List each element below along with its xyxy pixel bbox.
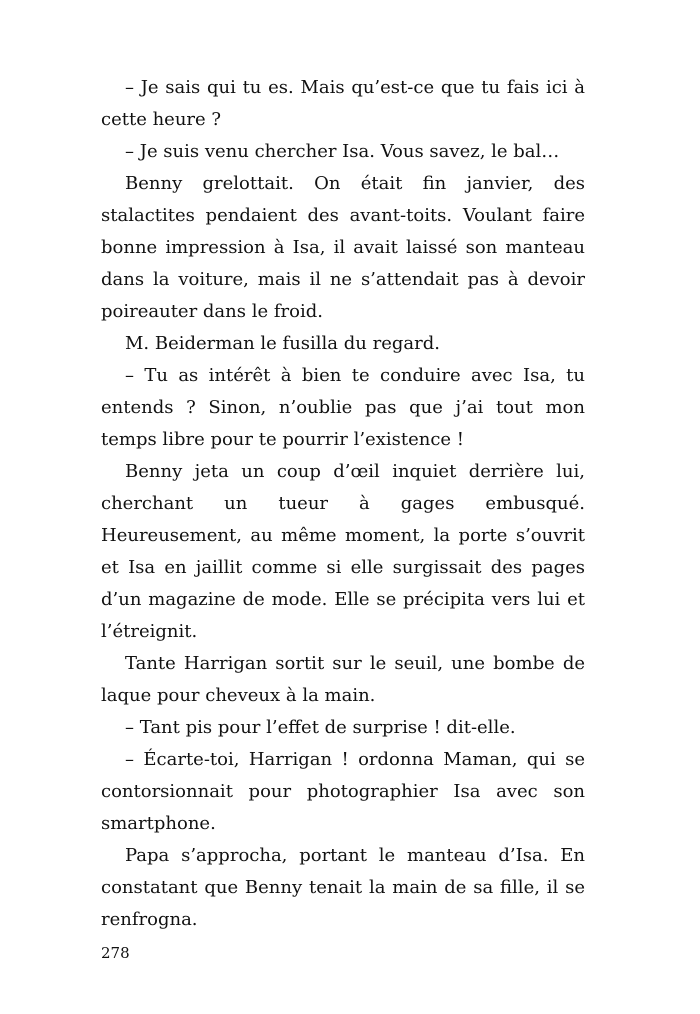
paragraph-4: M. Beiderman le fusilla du regard. — [125, 333, 440, 354]
paragraph-2: – Je suis venu chercher Isa. Vous savez, le bal… — [125, 141, 560, 162]
page-number: 278 — [101, 944, 130, 962]
paragraph-3: Benny grelottait. On était fin janvier, des stalactites pendaient des avant-toits. Voulant faire bonne impression à Isa, il avait laissé son manteau dans la voiture, mais il ne s’attendait pas à devoir poireauter dans le froid. — [101, 173, 585, 322]
paragraph-7: Tante Harrigan sortit sur le seuil, une bombe de laque pour cheveux à la main. — [101, 653, 585, 706]
paragraph-5: – Tu as intérêt à bien te conduire avec Isa, tu entends ? Sinon, n’oublie pas que j’ai tout mon temps libre pour te pourrir l’existence ! — [101, 365, 585, 450]
paragraph-10: Papa s’approcha, portant le manteau d’Isa. En constatant que Benny tenait la main de sa fille, il se renfrogna. — [101, 845, 585, 930]
paragraph-8: – Tant pis pour l’effet de surprise ! dit-elle. — [125, 717, 516, 738]
paragraph-6: Benny jeta un coup d’œil inquiet derrière lui, cherchant un tueur à gages embusqué. Heureusement, au même moment, la porte s’ouvrit et Isa en jaillit comme si elle surgissait des pages d’un magazine de mode. Elle se précipita vers lui et l’étreignit. — [101, 461, 585, 642]
paragraph-1: – Je sais qui tu es. Mais qu’est-ce que tu fais ici à cette heure ? — [101, 77, 585, 130]
paragraph-9: – Écarte-toi, Harrigan ! ordonna Maman, qui se contorsionnait pour photographier Isa avec son smartphone. — [101, 749, 585, 834]
body-text — [101, 72, 585, 936]
